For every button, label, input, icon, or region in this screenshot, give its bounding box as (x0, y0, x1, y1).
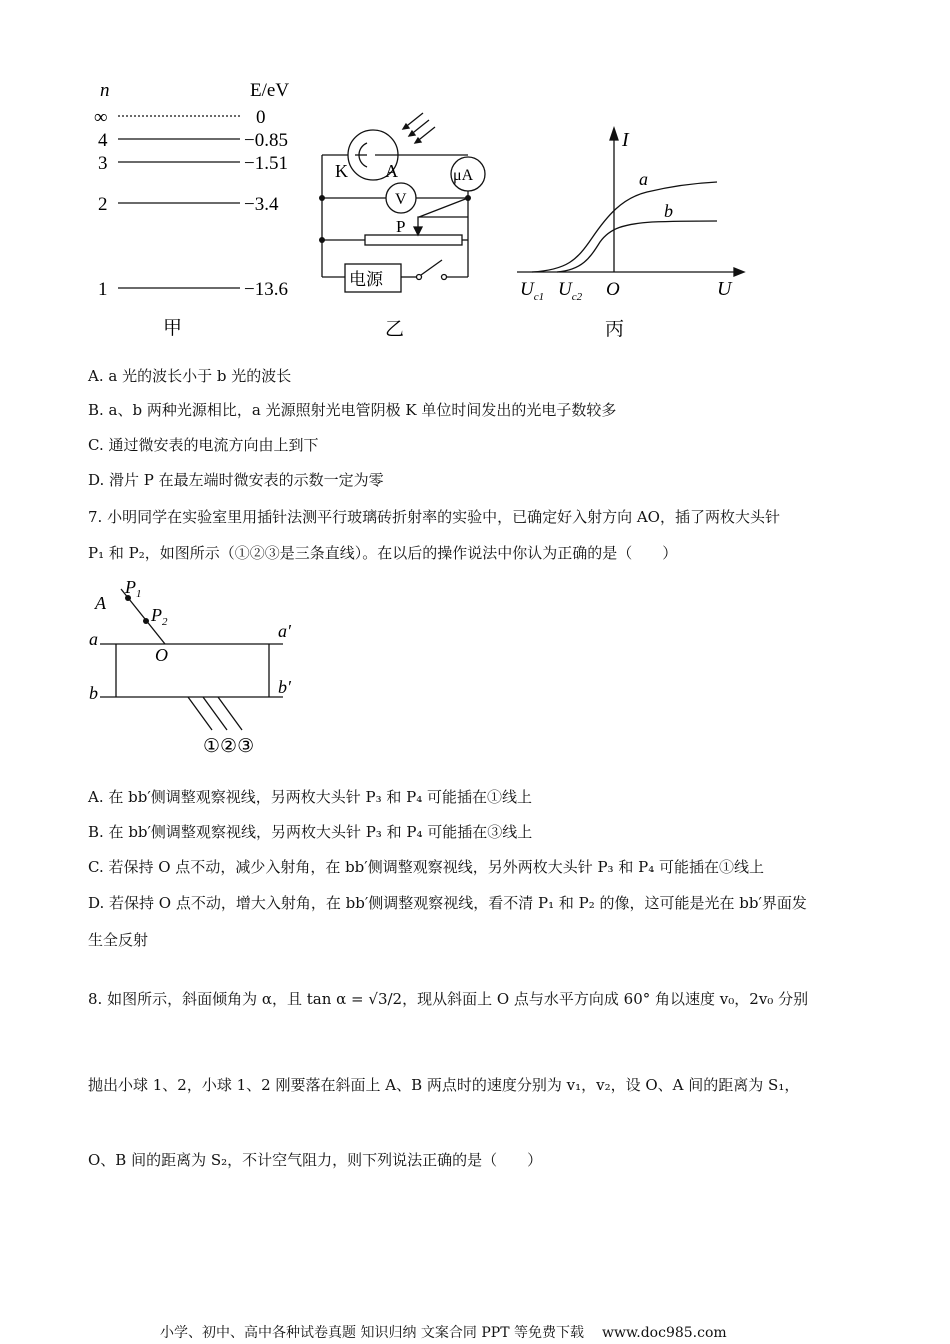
label-a: a (89, 629, 98, 649)
figure-jia-energy-levels (80, 70, 310, 350)
label-b: b (89, 683, 98, 703)
figure-caption: 甲 (163, 318, 183, 339)
level-energy: −3.4 (244, 194, 279, 215)
switch (421, 260, 442, 275)
level-infinity (94, 107, 266, 128)
q7-option-c: C. 若保持 O 点不动，减少入射角，在 bb′侧调整观察视线，另外两枚大头针 P₃ 和 P₄ 可能插在①线上 (88, 858, 764, 876)
curve-b-label: b (664, 201, 673, 221)
label-b-prime: b′ (278, 677, 291, 697)
q8-line1: 8. 如图所示，斜面倾角为 α，且 tan α = √3/2，现从斜面上 O 点与水平方向成 60° 角以速度 v₀，2v₀ 分别 (88, 990, 809, 1008)
q6-option-b: B. a、b 两种光源相比，a 光源照射光电管阴极 K 单位时间发出的光电子数较多 (88, 401, 617, 419)
i-axis-label: I (622, 129, 629, 151)
figure-yi-circuit (305, 105, 505, 350)
level-n: ∞ (94, 107, 108, 128)
power-supply-label: 电源 (349, 270, 383, 290)
uc1-label: $U_{c1}$ (520, 279, 545, 303)
label-a-prime: a′ (278, 621, 291, 641)
figure-caption: 乙 (385, 319, 405, 340)
level-n: 1 (98, 279, 108, 300)
label-lines: ①②③ (203, 736, 255, 757)
line-3 (218, 697, 242, 730)
uc2-label: $U_{c2}$ (558, 279, 583, 303)
figure-glass-block (85, 575, 305, 760)
q8-line3: O、B 间的距离为 S₂，不计空气阻力，则下列说法正确的是（ ） (88, 1151, 543, 1169)
q7-stem-line1: 7. 小明同学在实验室里用插针法测平行玻璃砖折射率的实验中，已确定好入射方向 AO，插了两枚大头针 (88, 508, 780, 526)
q7-option-d-cont: 生全反射 (88, 931, 149, 949)
n-axis-label: n (100, 80, 110, 101)
level-energy: −0.85 (244, 130, 288, 151)
origin-label: O (606, 279, 620, 300)
voltmeter-label: V (395, 191, 407, 208)
figure-caption: 丙 (605, 319, 625, 340)
footer-text: 小学、初中、高中各种试卷真题 知识归纳 文案合同 PPT 等免费下载 (160, 1325, 584, 1341)
q7-stem-line2: P₁ 和 P₂，如图所示（①②③是三条直线）。在以后的操作说法中你认为正确的是（ ） (88, 544, 678, 562)
curve-a-label: a (639, 169, 648, 189)
q7-option-d: D. 若保持 O 点不动，增大入射角，在 bb′侧调整观察视线，看不清 P₁ 和 P₂ 的像，这可能是光在 bb′界面发 (88, 894, 807, 912)
curve-a (532, 182, 717, 272)
level-n: 2 (98, 194, 108, 215)
line-2 (203, 697, 227, 730)
q6-option-a: A. a 光的波长小于 b 光的波长 (88, 367, 292, 385)
q8-line2: 抛出小球 1、2，小球 1、2 刚要落在斜面上 A、B 两点时的速度分别为 v₁，v₂，设 O、A 间的距离为 S₁， (88, 1076, 800, 1094)
footer (160, 1322, 727, 1342)
level-n: 4 (98, 130, 108, 151)
level-4 (98, 130, 288, 151)
label-P2: $P_2$ (151, 605, 168, 628)
pin-p2 (143, 618, 149, 624)
figure-bing-iu-curves (512, 120, 752, 350)
q7-option-a: A. 在 bb′侧调整观察视线，另两枚大头针 P₃ 和 P₄ 可能插在①线上 (88, 788, 533, 806)
label-P1: $P_1$ (125, 577, 142, 600)
cathode-label: K (335, 161, 348, 181)
label-O: O (155, 645, 168, 665)
label-A: A (95, 593, 106, 613)
e-axis-label: E/eV (250, 80, 290, 101)
level-2 (98, 194, 279, 215)
light-arrows (403, 113, 435, 143)
curve-b (557, 221, 717, 272)
slider-label: P (396, 217, 406, 236)
u-axis-label: U (717, 278, 732, 300)
rheostat (365, 235, 462, 245)
level-1 (98, 279, 288, 300)
q6-option-d: D. 滑片 P 在最左端时微安表的示数一定为零 (88, 471, 384, 489)
level-3 (98, 153, 288, 174)
microammeter-label: μA (453, 167, 474, 184)
footer-url[interactable]: www.doc985.com (601, 1325, 727, 1341)
anode-label: A (385, 161, 398, 181)
q6-option-c: C. 通过微安表的电流方向由上到下 (88, 436, 319, 454)
q7-option-b: B. 在 bb′侧调整观察视线，另两枚大头针 P₃ 和 P₄ 可能插在③线上 (88, 823, 533, 841)
level-n: 3 (98, 153, 108, 174)
level-energy: −13.6 (244, 279, 288, 300)
level-energy: −1.51 (244, 153, 288, 174)
line-1 (188, 697, 212, 730)
level-energy: 0 (256, 107, 266, 128)
